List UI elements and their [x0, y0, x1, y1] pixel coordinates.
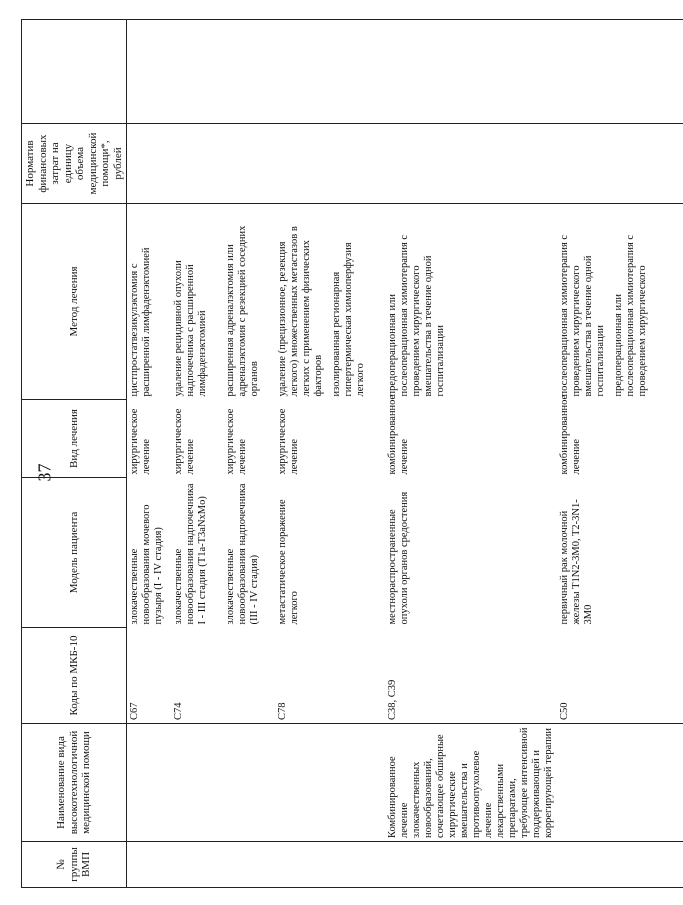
cell-name: Комбинированное лечение злокачественных новообразований, сочетающее обширные хирургические вмешательства и противоопухолевое лечение лекарственными препаратами, требующее интенсивной поддерживающей и коррегирующей терапии — [385, 724, 557, 842]
cell-method — [223, 204, 275, 400]
cell-norm — [223, 124, 275, 204]
cell-type: комбинированное лечение — [558, 394, 582, 475]
method-text: удаление (прецизионное, резекция легкого) множественных метастазов в легких с применением физических факторов — [276, 226, 324, 397]
cell-type: хирургическое лечение — [129, 408, 152, 475]
method-text: послеоперационная химиотерапия с проведением хирургического вмешательства в течение одной госпитализации — [558, 234, 606, 397]
cell-method — [127, 204, 171, 400]
cell-method — [275, 204, 385, 400]
table-row — [385, 20, 557, 888]
cell-model: метастатическое поражение легкого — [276, 499, 300, 625]
vmp-table — [21, 19, 683, 888]
cell-type: хирургическое лечение — [276, 408, 300, 475]
cell-codes: C38, C39 — [385, 628, 557, 724]
table-row — [557, 20, 683, 888]
cell-group — [171, 842, 223, 888]
cell-group — [127, 842, 171, 888]
cell-empty — [127, 20, 171, 124]
cell-norm — [385, 124, 557, 204]
method-text: цистпростатвезикулэктомия с расширенной лимфаденэктомией — [129, 247, 152, 397]
cell-group — [385, 842, 557, 888]
cell-norm — [557, 124, 683, 204]
header-empty — [22, 20, 127, 124]
header-type: Вид лечения — [22, 400, 127, 478]
table-row — [171, 20, 223, 888]
cell-empty — [275, 20, 385, 124]
cell-type: комбинированное лечение — [386, 394, 410, 475]
header-codes: Коды по МКБ-10 — [22, 628, 127, 724]
cell-group — [557, 842, 683, 888]
cell-empty — [223, 20, 275, 124]
method-text: расширенная адреналэктомия или адреналэктомия с резекцией соседних органов — [224, 225, 260, 397]
cell-name — [127, 724, 171, 842]
cell-method — [385, 204, 557, 400]
header-method: Метод лечения — [22, 204, 127, 400]
cell-model: злокачественные новообразования мочевого пузыря (I - IV стадия) — [129, 504, 164, 625]
cell-empty — [171, 20, 223, 124]
cell-model: первичный рак молочной железы T1N2-3M0, T2-3N1-3M0 — [558, 499, 594, 625]
cell-codes: C50 — [557, 628, 683, 724]
cell-norm — [275, 124, 385, 204]
cell-norm — [127, 124, 171, 204]
method-text: удаление рецидивной опухоли надпочечника с расширенной лимфаденэктомией — [172, 260, 208, 397]
header-name: Наименование вида высокотехнологичной медицинской помощи — [22, 724, 127, 842]
cell-group — [275, 842, 385, 888]
cell-empty — [385, 20, 557, 124]
cell-codes — [223, 628, 275, 724]
method-text: предоперационная или послеоперационная химиотерапия с проведением хирургического — [612, 234, 648, 397]
method-text: изолированная регионарная гипертермическая химиоперфузия легкого — [330, 242, 366, 397]
cell-type: хирургическое лечение — [224, 408, 248, 475]
cell-codes: C74 — [171, 628, 223, 724]
header-row — [22, 20, 127, 888]
cell-model: злокачественные новообразования надпочечника I - III стадия (T1a-T3aNxMo) — [172, 483, 208, 625]
cell-name — [557, 724, 683, 842]
table-row — [223, 20, 275, 888]
cell-name — [223, 724, 275, 842]
cell-model: злокачественные новообразования надпочечника (III - IV стадия) — [224, 483, 260, 625]
table-row — [275, 20, 385, 888]
cell-name — [171, 724, 223, 842]
method-text: предоперационная или послеоперационная химиотерапия с проведением хирургического вмешательства в течение одной госпитализации — [386, 234, 446, 397]
cell-name — [275, 724, 385, 842]
cell-method — [557, 204, 683, 400]
cell-codes: C78 — [275, 628, 385, 724]
page-number: 37 — [34, 463, 55, 482]
table-row — [127, 20, 171, 888]
cell-method — [171, 204, 223, 400]
cell-model: местнораспространенные опухоли органов средостения — [386, 491, 410, 625]
header-norm: Норматив финансовых затрат на единицу объема медицинской помощи*, рублей — [22, 124, 127, 204]
header-group: № группы ВМП — [22, 842, 127, 888]
cell-codes: C67 — [127, 628, 171, 724]
document-table-rotated — [21, 20, 648, 888]
header-model: Модель пациента — [22, 478, 127, 628]
cell-type: хирургическое лечение — [172, 408, 196, 475]
cell-empty — [557, 20, 683, 124]
cell-norm — [171, 124, 223, 204]
cell-group — [223, 842, 275, 888]
